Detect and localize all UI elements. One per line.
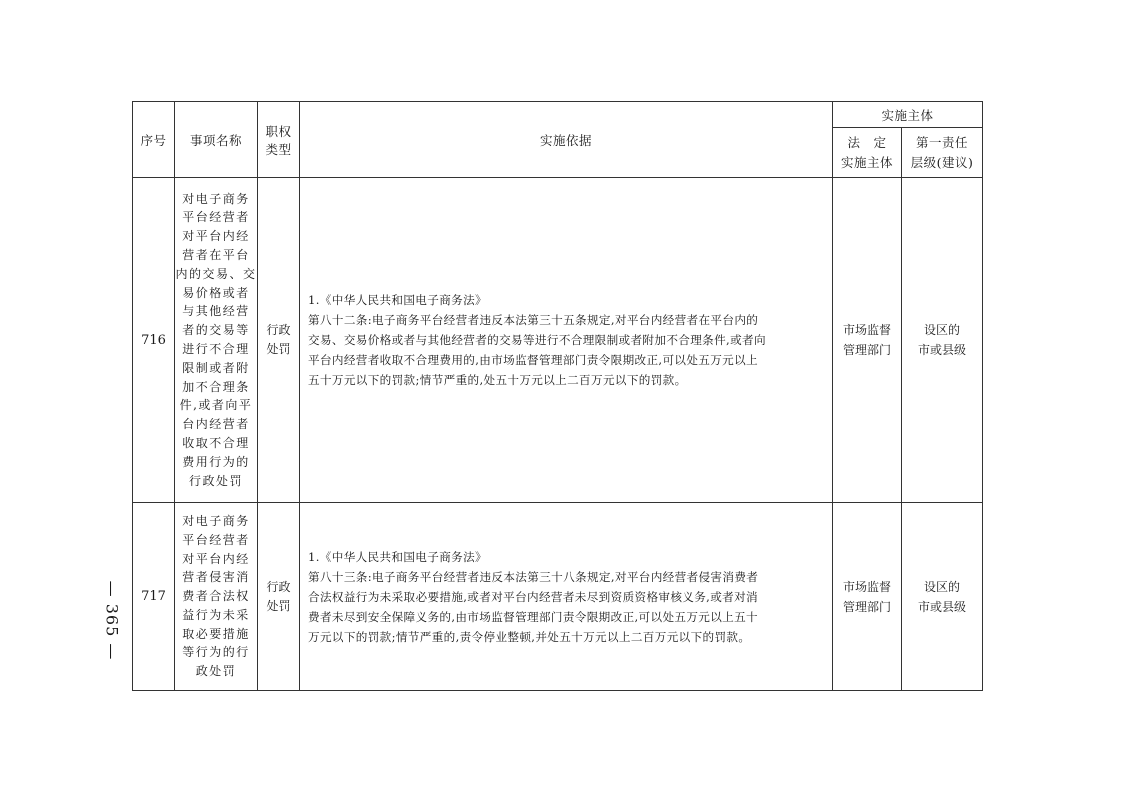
type-line2: 处罚	[266, 342, 291, 356]
name-line: 对电子商务	[182, 513, 250, 528]
basis-line: 万元以下的罚款;情节严重的,责令停业整顿,并处五十万元以上二百万元以下的罚款。	[308, 629, 751, 644]
basis-line: 第八十二条:电子商务平台经营者违反本法第三十五条规定,对平台内经营者在平台内的	[308, 313, 759, 327]
name-line: 易价格或者	[182, 285, 250, 300]
basis-line: 1.《中华人民共和国电子商务法》	[308, 293, 487, 307]
table-row	[133, 503, 983, 691]
page-number	[102, 555, 122, 685]
header-authority-type-line1: 职权	[265, 123, 292, 139]
header-responsibility-level-line1: 第一责任	[916, 134, 969, 150]
level-line1: 设区的	[924, 323, 961, 337]
name-line: 等行为的行	[182, 645, 250, 660]
name-line: 营者在平台	[182, 248, 250, 263]
table-row	[133, 178, 983, 503]
name-line: 费用行为的	[182, 454, 250, 469]
level-line2: 市或县级	[918, 343, 967, 357]
header-legal-basis: 实施依据	[300, 102, 833, 178]
name-line: 者的交易等	[182, 323, 250, 338]
basis-line: 合法权益行为未采取必要措施,或者对平台内经营者未尽到资质资格审核义务,或者对消	[308, 589, 758, 604]
row-item-name	[175, 503, 258, 691]
header-legal-subject	[833, 128, 902, 178]
row-seq: 716	[133, 178, 175, 503]
level-line1: 设区的	[924, 579, 961, 594]
header-item-name: 事项名称	[175, 102, 258, 178]
row-responsibility-level	[902, 178, 983, 503]
header-responsibility-level	[902, 128, 983, 178]
name-line: 平台经营者	[182, 532, 250, 547]
header-legal-subject-line2: 实施主体	[840, 154, 893, 170]
name-line: 益行为未采	[182, 607, 250, 622]
row-item-name	[175, 178, 258, 503]
name-line: 对平台内经	[182, 551, 250, 566]
name-line: 行政处罚	[188, 473, 243, 488]
name-line: 对电子商务	[182, 191, 250, 206]
row-responsibility-level	[902, 503, 983, 691]
row-authority-type	[258, 503, 300, 691]
type-line1: 行政	[266, 323, 291, 337]
basis-line: 1.《中华人民共和国电子商务法》	[308, 549, 487, 564]
header-responsibility-level-line2: 层级(建议)	[910, 154, 974, 170]
name-line: 政处罚	[195, 664, 237, 679]
legal-subject-line1: 市场监督	[842, 323, 891, 337]
row-legal-basis	[300, 503, 833, 691]
name-line: 对平台内经	[182, 229, 250, 244]
legal-subject-line2: 管理部门	[842, 343, 891, 357]
header-implementing-subject: 实施主体	[833, 102, 983, 128]
name-line: 与其他经营	[182, 304, 250, 319]
row-legal-basis	[300, 178, 833, 503]
name-line: 平台经营者	[182, 210, 250, 225]
header-authority-type-line2: 类型	[265, 141, 292, 157]
name-line: 取必要措施	[182, 626, 250, 641]
header-seq: 序号	[133, 102, 175, 178]
type-line1: 行政	[266, 579, 291, 594]
header-authority-type	[258, 102, 300, 178]
header-legal-subject-line1: 法 定	[847, 134, 887, 150]
legal-subject-line2: 管理部门	[842, 599, 891, 614]
row-legal-subject	[833, 503, 902, 691]
name-line: 收取不合理	[182, 435, 250, 450]
name-line: 费者合法权	[182, 589, 250, 604]
basis-line: 费者未尽到安全保障义务的,由市场监督管理部门责令限期改正,可以处五万元以上五十	[308, 609, 758, 624]
name-line: 内的交易、交	[175, 266, 257, 281]
header-row-top	[133, 102, 983, 128]
enforcement-table	[132, 101, 983, 691]
name-line: 台内经营者	[182, 417, 250, 432]
basis-line: 平台内经营者收取不合理费用的,由市场监督管理部门责令限期改正,可以处五万元以上	[308, 353, 758, 367]
legal-subject-line1: 市场监督	[842, 579, 891, 594]
page-number-text: — 365 —	[102, 580, 122, 660]
row-seq: 717	[133, 503, 175, 691]
row-legal-subject	[833, 178, 902, 503]
basis-line: 第八十三条:电子商务平台经营者违反本法第三十八条规定,对平台内经营者侵害消费者	[308, 569, 759, 584]
name-line: 件,或者向平	[179, 398, 253, 413]
name-line: 进行不合理	[182, 342, 250, 356]
type-line2: 处罚	[266, 598, 291, 613]
row-authority-type	[258, 178, 300, 503]
name-line: 营者侵害消	[182, 570, 250, 585]
name-line: 限制或者附	[182, 360, 250, 375]
name-line: 加不合理条	[182, 379, 250, 394]
level-line2: 市或县级	[918, 599, 967, 614]
basis-line: 交易、交易价格或者与其他经营者的交易等进行不合理限制或者附加不合理条件,或者向	[308, 333, 766, 347]
basis-line: 五十万元以下的罚款;情节严重的,处五十万元以上二百万元以下的罚款。	[308, 373, 687, 387]
